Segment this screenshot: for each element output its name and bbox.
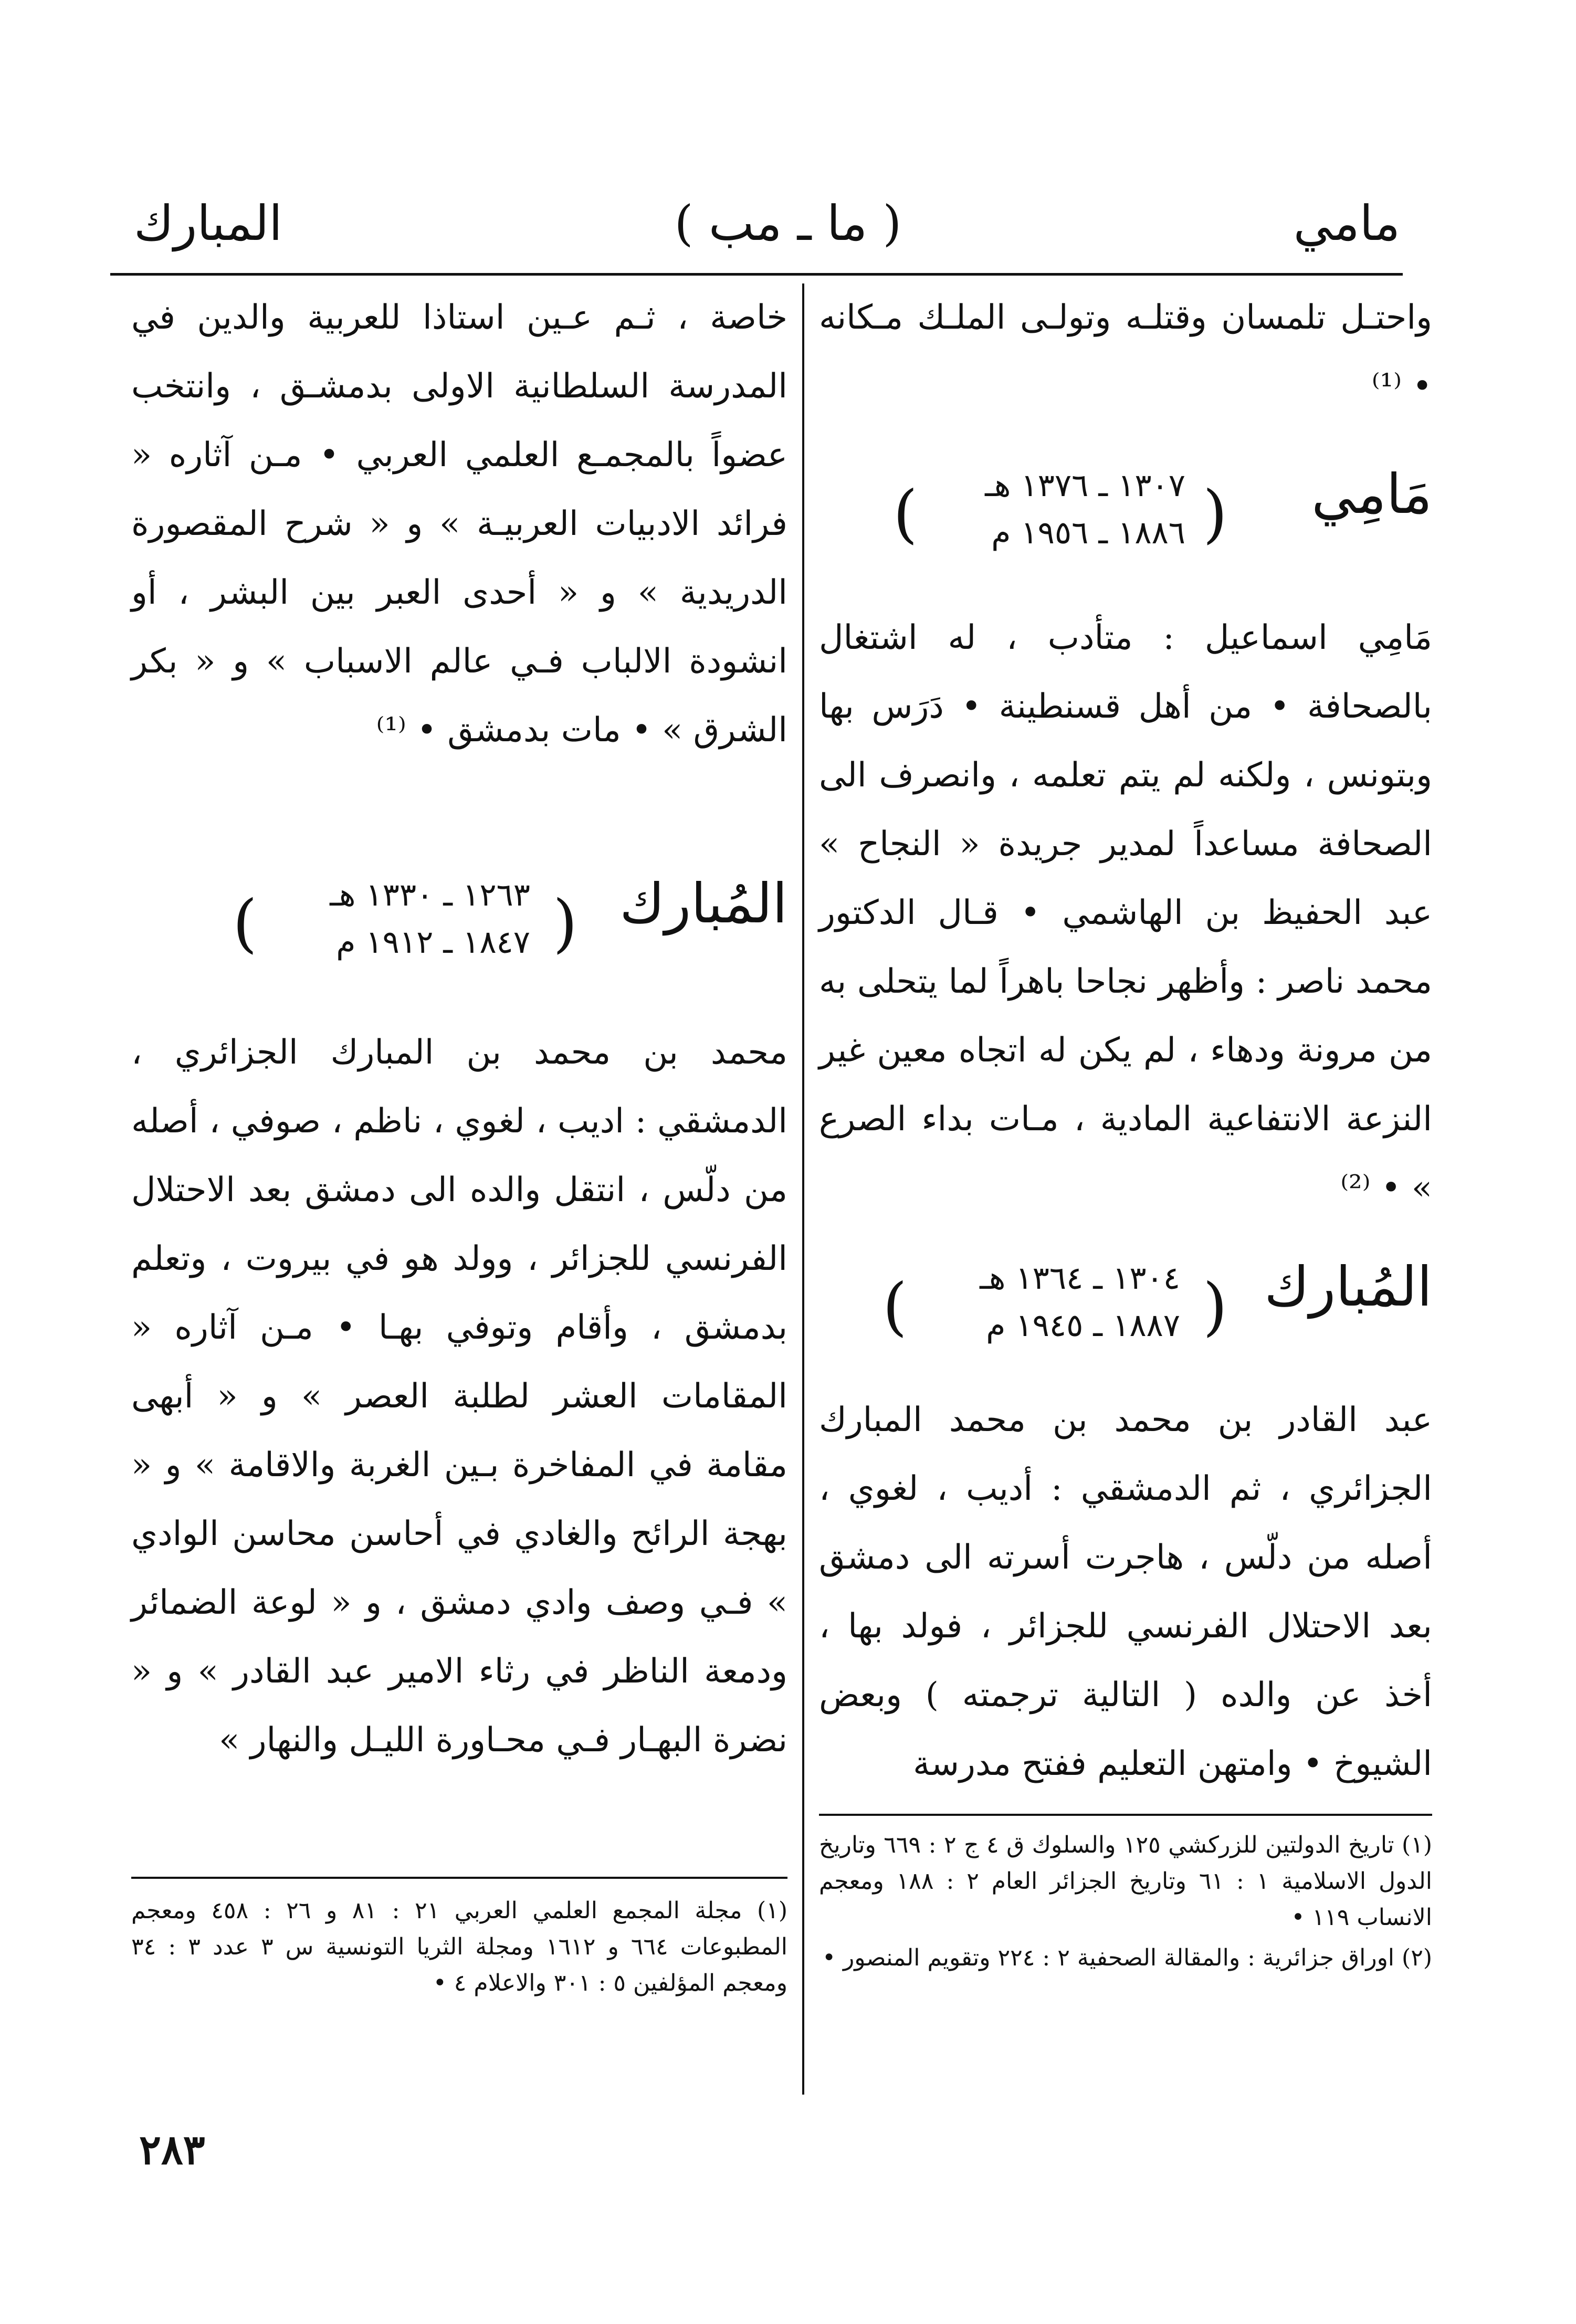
open-bracket: ( <box>1203 1270 1227 1343</box>
entry-heading-mami <box>819 457 1432 562</box>
dates-gregorian: ١٨٨٧ ـ ١٩٤٥ م <box>986 1307 1180 1344</box>
entry-name: المُبارك <box>1264 1255 1432 1319</box>
footnote: (٢) اوراق جزائرية : والمقالة الصحفية ٢ : ٢٢٤ وتقويم المنصور • <box>822 1944 1432 1971</box>
header-letter-range: ( ما ـ مب ) <box>674 195 902 251</box>
open-bracket: ( <box>1203 478 1227 551</box>
header-left-title: المبارك <box>134 195 282 251</box>
footnote-rule <box>819 1814 1432 1816</box>
close-bracket: ) <box>233 887 257 960</box>
page-number: ٢٨٣ <box>139 2126 205 2174</box>
left-top-paragraph: خاصة ، ثـم عـين استاذا للعربية والدين في المدرسة السلطانية الاولى بدمشـق ، وانتخب عضواً بالمجمـع العلمي العربي • مـن آثاره « فرائد الادبيات العربيـة » و « شرح المقصورة الدريدية » و « أحدى العبر بين البشر ، أو انشودة الالباب فـي عالم الاسباب » و « بكر الشرق » • مات بدمشق • ⁽¹⁾ <box>131 298 787 750</box>
entry-name: المُبارك <box>619 871 787 935</box>
entry-heading-mubarak-1 <box>819 1249 1432 1354</box>
footnote: (١) مجلة المجمع العلمي العربي ٢١ : ٨١ و ٢٦ : ٤٥٨ ومعجم المطبوعات ٦٦٤ و ١٦١٢ ومجلة الثريا التونسية س ٣ عدد ٣ : ٣٤ ومعجم المؤلفين ٥ : ٣٠١ والاعلام ٤ • <box>131 1897 788 1996</box>
dates-hijri: ١٣٠٤ ـ ١٣٦٤ هـ <box>980 1260 1180 1297</box>
entry-text-mubarak-1: عبد القادر بن محمد بن محمد المبارك الجزائري ، ثم الدمشقي : أديب ، لغوي ، أصله من دلّس ، هاجرت أسرته الى دمشق بعد الاحتلال الفرنسي للجزائر ، فولد بها ، أخذ عن والده ( التالية ترجمته ) وبعض الشيوخ • وامتهن التعليم ففتح مدرسة <box>819 1401 1432 1783</box>
dates-gregorian: ١٨٤٧ ـ ١٩١٢ م <box>336 924 530 961</box>
entry-text-mami: مَامِي اسماعيل : متأدب ، له اشتغال بالصحافة • من أهل قسنطينة • دَرَس بها وبتونس ، ولكنه لم يتم تعلمه ، وانصرف الى الصحافة مساعداً لمدير جريدة « النجاح » عبد الحفيظ بن الهاشمي • قـال الدكتور محمد ناصر : وأظهر نجاحا باهراً لما يتحلى به من مرونة ودهاء ، لم يكن له اتجاه معين غير النزعة الانتفاعية المادية ، مـات بداء الصرع » • ⁽²⁾ <box>819 618 1432 1207</box>
footnote-rule <box>131 1877 787 1879</box>
right-top-paragraph: واحتـل تلمسان وقتلـه وتولـى الملـك مـكانه • ⁽¹⁾ <box>819 298 1432 406</box>
open-bracket: ( <box>553 887 577 960</box>
entry-heading-mubarak-2 <box>131 866 787 971</box>
header-right-title: مامي <box>1293 195 1400 251</box>
header-rule <box>110 273 1403 276</box>
entry-text-mubarak-2: محمد بن محمد بن المبارك الجزائري ، الدمشقي : اديب ، لغوي ، ناظم ، صوفي ، أصله من دلّس ، انتقل والده الى دمشق بعد الاحتلال الفرنسي للجزائر ، وولد هو في بيروت ، وتعلم بدمشق ، وأقام وتوفي بهـا • مـن آثاره « المقامات العشر لطلبة العصر » و « أبهى مقامة في المفاخرة بـين الغربة والاقامة » و « بهجة الرائح والغادي في أحاسن محاسن الوادي » فـي وصف وادي دمشق ، و « لوعة الضمائر ودمعة الناظر في رثاء الامير عبد القادر » و « نضرة البهـار فـي محـاورة الليـل والنهار » <box>131 1033 787 1760</box>
close-bracket: ) <box>882 1270 907 1343</box>
dates-hijri: ١٣٠٧ ـ ١٣٧٦ هـ <box>985 467 1185 504</box>
dates-gregorian: ١٨٨٦ ـ ١٩٥٦ م <box>991 514 1185 551</box>
close-bracket: ) <box>893 478 918 551</box>
dates-hijri: ١٢٦٣ ـ ١٣٣٠ هـ <box>330 877 530 913</box>
column-divider <box>802 283 804 2095</box>
entry-name: مَامِي <box>1311 462 1432 526</box>
footnote: (١) تاريخ الدولتين للزركشي ١٢٥ والسلوك ق ٤ ج ٢ : ٦٦٩ وتاريخ الدول الاسلامية ١ : ٦١ وتاريخ الجزائر العام ٢ : ١٨٨ ومعجم الانساب ١١٩ • <box>819 1832 1433 1931</box>
